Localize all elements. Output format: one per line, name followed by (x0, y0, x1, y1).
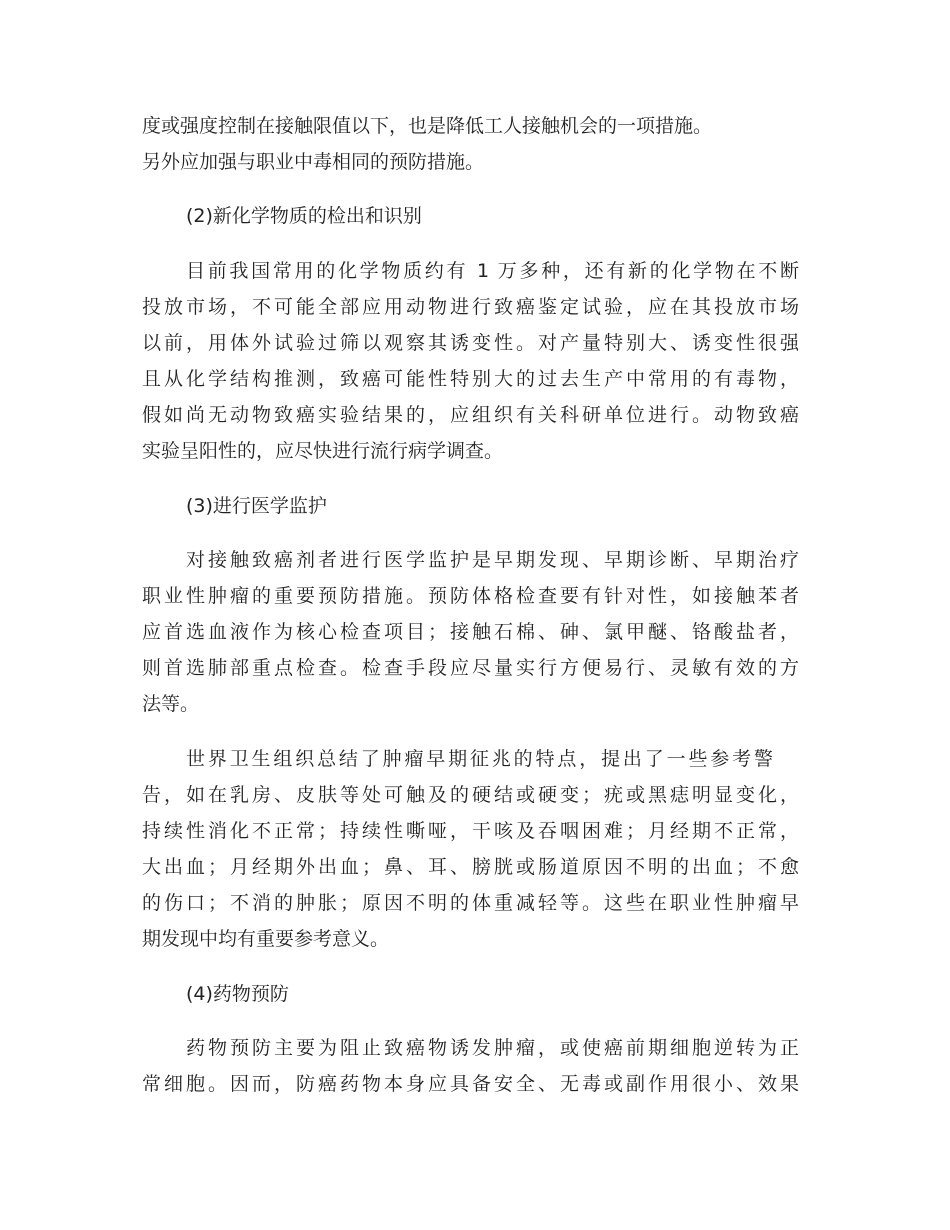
section-heading: (4)药物预防 (186, 983, 289, 1005)
body-text-line: 职业性肿瘤的重要预防措施。预防体格检查要有针对性，如接触苯者 (142, 585, 799, 607)
body-text-line: 的伤口；不消的肿胀；原因不明的体重减轻等。这些在职业性肿瘤早 (142, 892, 799, 914)
body-text-line: 常细胞。因而，防癌药物本身应具备安全、无毒或副作用很小、效果 (142, 1073, 799, 1095)
body-text-line: 投放市场，不可能全部应用动物进行致癌鉴定试验，应在其投放市场 (142, 296, 799, 318)
body-text-line: 大出血；月经期外出血；鼻、耳、膀胱或肠道原因不明的出血；不愈 (142, 856, 799, 878)
body-text-line: 另外应加强与职业中毒相同的预防措施。 (142, 151, 485, 173)
body-text-line: 应首选血液作为核心检查项目；接触石棉、砷、氯甲醚、铬酸盐者， (142, 621, 799, 643)
body-text-line: 度或强度控制在接触限值以下，也是降低工人接触机会的一项措施。 (142, 115, 713, 137)
body-text-line: 实验呈阳性的，应尽快进行流行病学调查。 (142, 440, 504, 462)
section-heading: (2)新化学物质的检出和识别 (186, 205, 422, 227)
body-text-line: 世界卫生组织总结了肿瘤早期征兆的特点，提出了一些参考警 (186, 748, 773, 770)
body-text-line: 对接触致癌剂者进行医学监护是早期发现、早期诊断、早期治疗 (186, 549, 799, 571)
section-heading: (3)进行医学监护 (186, 495, 327, 517)
body-text-line: 目前我国常用的化学物质约有 1 万多种，还有新的化学物在不断 (186, 260, 799, 282)
body-text-line: 法等。 (142, 693, 200, 715)
body-text-line: 药物预防主要为阻止致癌物诱发肿瘤，或使癌前期细胞逆转为正 (186, 1037, 799, 1059)
body-text-line: 假如尚无动物致癌实验结果的，应组织有关科研单位进行。动物致癌 (142, 404, 799, 426)
body-text-line: 期发现中均有重要参考意义。 (142, 928, 390, 950)
body-text-line: 则首选肺部重点检查。检查手段应尽量实行方便易行、灵敏有效的方 (142, 657, 799, 679)
body-text-line: 告，如在乳房、皮肤等处可触及的硬结或硬变；疣或黑痣明显变化， (142, 784, 799, 806)
body-text-line: 以前，用体外试验过筛以观察其诱变性。对产量特别大、诱变性很强 (142, 332, 799, 354)
body-text-line: 持续性消化不正常；持续性嘶哑，干咳及吞咽困难；月经期不正常， (142, 820, 799, 842)
body-text-line: 且从化学结构推测，致癌可能性特别大的过去生产中常用的有毒物， (142, 368, 799, 390)
